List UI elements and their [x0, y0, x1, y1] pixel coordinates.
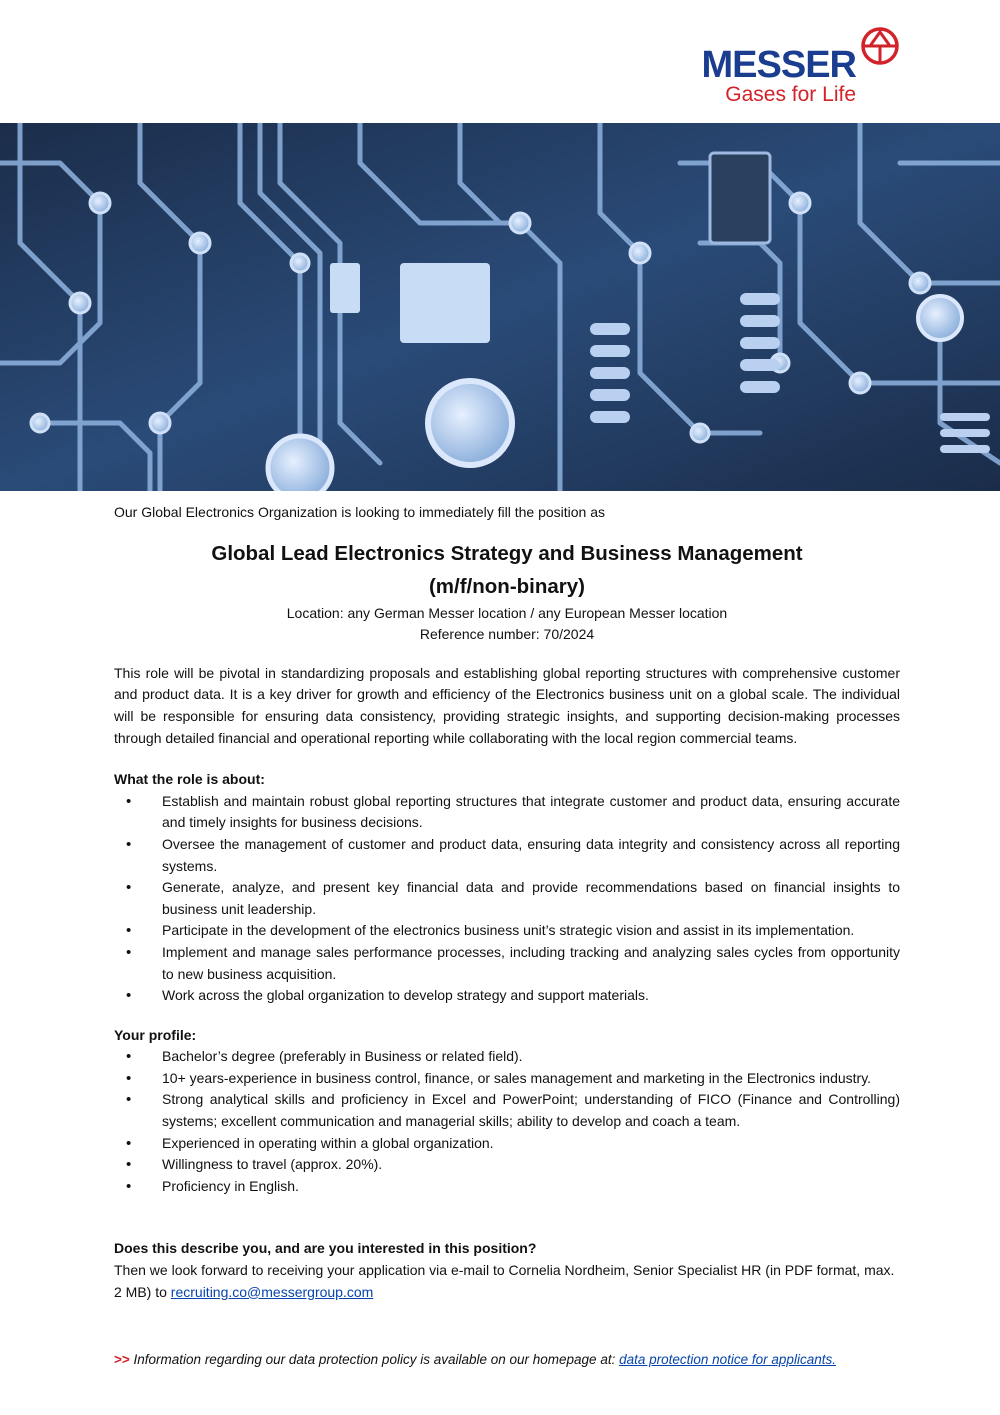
cta-instructions: Then we look forward to receiving your application via e-mail to Cornelia Nordheim, Senior Specialist HR (in PDF format, max. 2 MB) to [114, 1262, 895, 1300]
role-list [114, 791, 900, 1007]
circuit-board-image [0, 123, 1000, 491]
job-title [114, 537, 900, 603]
list-item: • Experienced in operating within a global organization. [114, 1133, 900, 1155]
job-title-line-2: (m/f/non-binary) [428, 574, 585, 598]
data-protection-link[interactable]: data protection notice for applicants. [619, 1352, 836, 1367]
list-item: • Oversee the management of customer and product data, ensuring data integrity and consistency across all reporting systems. [114, 834, 900, 877]
role-description: This role will be pivotal in standardizing proposals and establishing global reporting structures with comprehensive customer and product data. It is a key driver for growth and efficiency of the Electronics business unit on a global scale. The individual will be responsible for ensuring data consistency, providing strategic insights, and supporting decision-making processes through detailed financial and operational reporting while collaborating with the local region commercial teams. [114, 664, 900, 746]
messer-logo [660, 24, 900, 114]
location-text: Location: any German Messer location / any European Messer location [286, 604, 728, 621]
profile-list [114, 1046, 900, 1197]
logo-tagline: Gases for Life [725, 83, 856, 106]
list-item: • Participate in the development of the electronics business unit’s strategic vision and assist in its implementation. [114, 920, 900, 942]
list-item: • Bachelor’s degree (preferably in Business or related field). [114, 1046, 900, 1068]
cta-text [114, 1260, 900, 1303]
role-section [114, 769, 900, 1007]
logo-wordmark: MESSER [701, 44, 856, 86]
job-title-line-1: Global Lead Electronics Strategy and Business Management [211, 541, 803, 565]
privacy-text: Information regarding our data protection policy is available on our homepage at: [129, 1352, 620, 1367]
list-item: • Strong analytical skills and proficiency in Excel and PowerPoint; understanding of FICO (Finance and Controlling) systems; excellent communication and managerial skills; ability to develop and coach a team. [114, 1089, 900, 1132]
intro-text: Our Global Electronics Organization is looking to immediately fill the position as [114, 504, 606, 520]
arrow-marker: >> [114, 1352, 130, 1367]
list-item: • Generate, analyze, and present key financial data and provide recommendations based on financial insights to business unit leadership. [114, 877, 900, 920]
list-item: • Willingness to travel (approx. 20%). [114, 1154, 900, 1176]
list-item: • 10+ years-experience in business control, finance, or sales management and marketing in the Electronics industry. [114, 1068, 900, 1090]
profile-heading: Your profile: [114, 1026, 197, 1043]
list-item: • Establish and maintain robust global reporting structures that integrate customer and product data, ensuring accurate and timely insights for business decisions. [114, 791, 900, 834]
role-heading: What the role is about: [114, 771, 265, 788]
reference-number: Reference number: 70/2024 [419, 626, 595, 643]
recruiting-email-link[interactable]: recruiting.co@messergroup.com [170, 1283, 374, 1300]
application-section [114, 1238, 900, 1303]
list-item: • Work across the global organization to develop strategy and support materials. [114, 985, 900, 1007]
messer-emblem-icon [860, 26, 900, 66]
job-posting-body [114, 502, 900, 1303]
list-item: • Proficiency in English. [114, 1176, 900, 1198]
privacy-notice [114, 1352, 914, 1367]
profile-section [114, 1025, 900, 1198]
list-item: • Implement and manage sales performance processes, including tracking and analyzing sales cycles from opportunity to new business acquisition. [114, 942, 900, 985]
cta-question: Does this describe you, and are you interested in this position? [114, 1240, 537, 1257]
